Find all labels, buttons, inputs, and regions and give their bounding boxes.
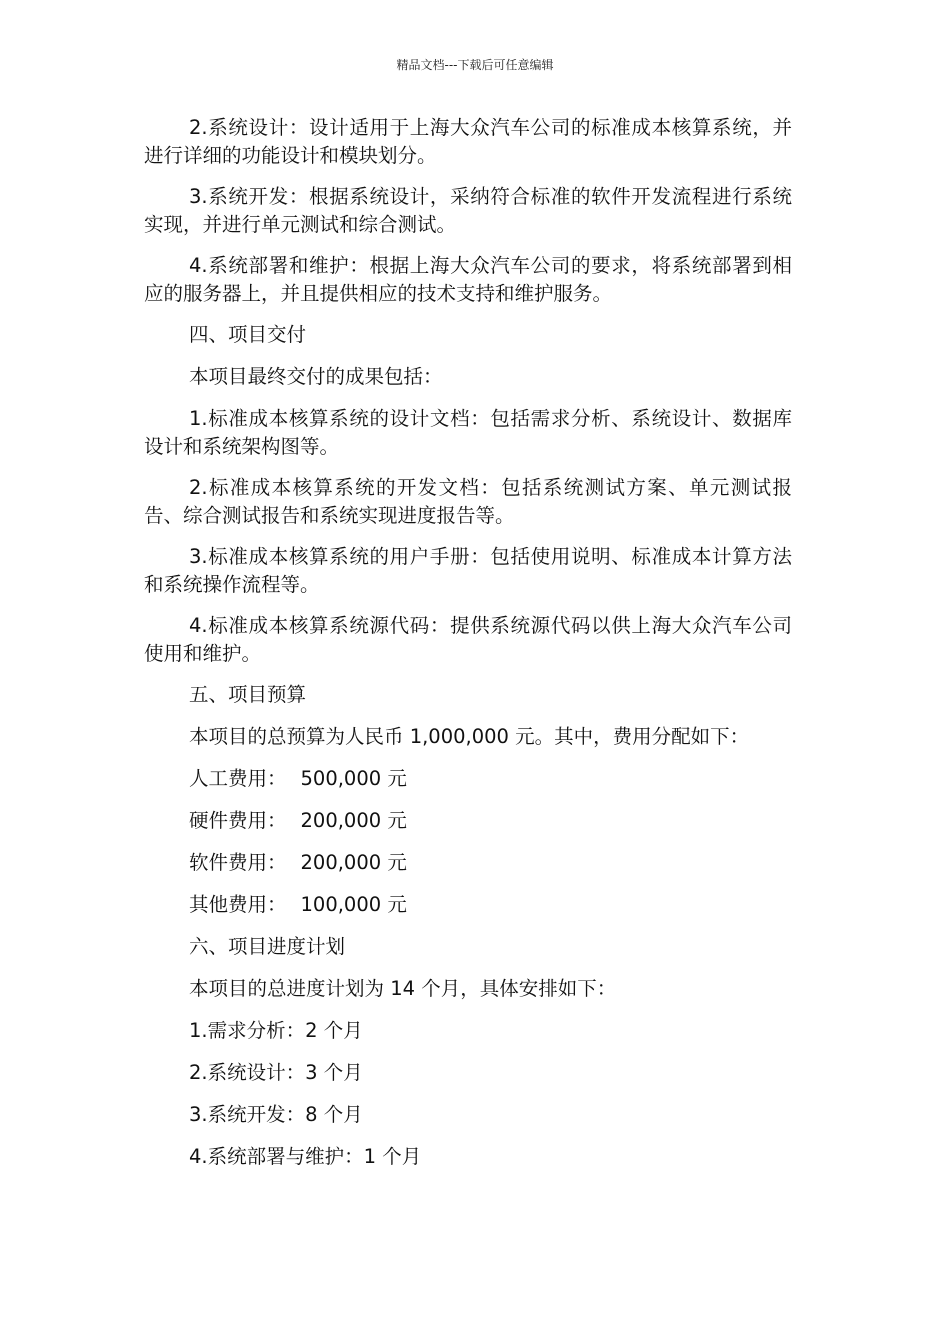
budget-item: [144, 765, 792, 793]
schedule-item: 4.系统部署与维护：1 个月: [189, 1145, 422, 1168]
budget-item: [144, 807, 792, 835]
budget-amount: 100,000 元: [300, 893, 407, 916]
budget-label: 其他费用：: [189, 893, 287, 916]
delivery-item: 1.标准成本核算系统的设计文档：包括需求分析、系统设计、数据库设计和系统架构图等。: [144, 407, 792, 458]
paragraph-system-design: 2.系统设计：设计适用于上海大众汽车公司的标准成本核算系统，并进行详细的功能设计和模块划分。: [144, 116, 792, 167]
budget-label: 硬件费用：: [189, 809, 287, 832]
paragraph-system-deployment: 4.系统部署和维护：根据上海大众汽车公司的要求，将系统部署到相应的服务器上，并且提供相应的技术支持和维护服务。: [144, 254, 792, 305]
schedule-item: 1.需求分析：2 个月: [189, 1019, 363, 1042]
budget-item: [144, 891, 792, 919]
section-heading-schedule: 六、项目进度计划: [189, 935, 346, 958]
delivery-item: 4.标准成本核算系统源代码：提供系统源代码以供上海大众汽车公司使用和维护。: [144, 614, 792, 665]
document-body: [144, 114, 792, 1185]
budget-amount: 200,000 元: [300, 809, 407, 832]
schedule-item: 3.系统开发：8 个月: [189, 1103, 363, 1126]
paragraph-system-development: 3.系统开发：根据系统设计，采纳符合标准的软件开发流程进行系统实现，并进行单元测试和综合测试。: [144, 185, 792, 236]
budget-amount: 200,000 元: [300, 851, 407, 874]
delivery-item: 2.标准成本核算系统的开发文档：包括系统测试方案、单元测试报告、综合测试报告和系统实现进度报告等。: [144, 476, 792, 527]
budget-item: [144, 849, 792, 877]
schedule-intro: 本项目的总进度计划为 14 个月，具体安排如下：: [189, 977, 617, 1000]
delivery-intro: 本项目最终交付的成果包括：: [189, 365, 443, 388]
section-heading-delivery: 四、项目交付: [189, 323, 307, 346]
budget-amount: 500,000 元: [300, 767, 407, 790]
delivery-item: 3.标准成本核算系统的用户手册：包括使用说明、标准成本计算方法和系统操作流程等。: [144, 545, 792, 596]
budget-label: 软件费用：: [189, 851, 287, 874]
schedule-item: 2.系统设计：3 个月: [189, 1061, 363, 1084]
page-header: 精品文档---下载后可任意编辑: [396, 58, 554, 72]
budget-label: 人工费用：: [189, 767, 287, 790]
section-heading-budget: 五、项目预算: [189, 683, 307, 706]
budget-intro: 本项目的总预算为人民币 1,000,000 元。其中，费用分配如下：: [189, 725, 750, 748]
